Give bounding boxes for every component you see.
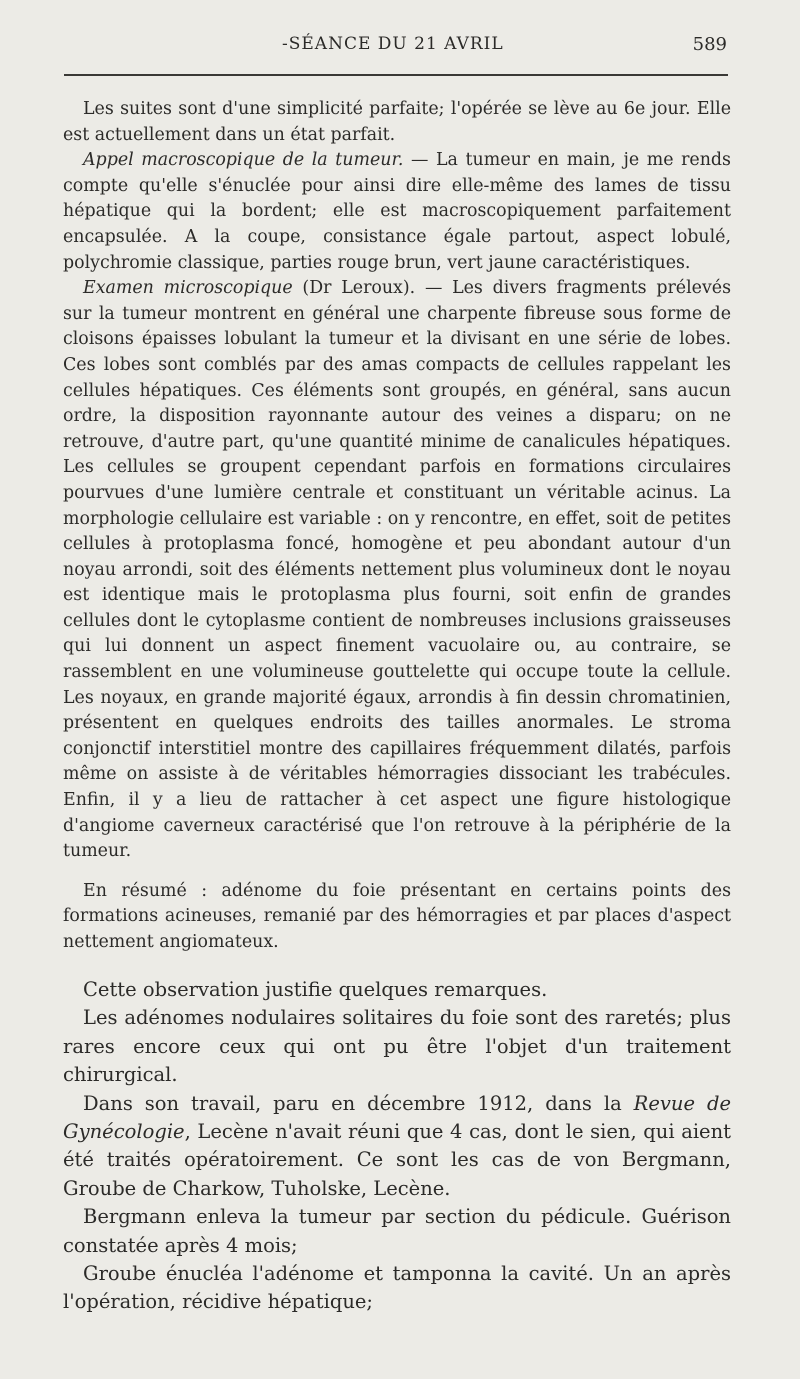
- paragraph-remarks: Cette observation justifie quelques remarques.: [83, 978, 548, 1001]
- heading-microscopic: Examen microscopique: [83, 278, 293, 299]
- paragraph-lecene: [63, 1090, 731, 1204]
- observation-details: [63, 97, 731, 956]
- page-number: 589: [692, 34, 727, 55]
- heading-macroscopic: Appel macroscopique de la tumeur.: [83, 150, 404, 171]
- paragraph-suites: Les suites sont d'une simplicité parfaite; l'opérée se lève au 6e jour. Elle est actuellement dans un état parfait.: [63, 99, 731, 145]
- paragraph-summary: En résumé : adénome du foie présentant en certains points des formations acineuses, remanié par des hémorragies et par places d'aspect nettement angiomateux.: [63, 880, 731, 952]
- page-header: [62, 34, 727, 60]
- paragraph-groube: Groube énucléa l'adénome et tamponna la cavité. Un an après l'opération, récidive hépatique;: [63, 1262, 731, 1314]
- discussion-text: [63, 976, 731, 1317]
- paragraph-bergmann: Bergmann enleva la tumeur par section du pédicule. Guérison constatée après 4 mois;: [63, 1205, 731, 1257]
- header-rule: [64, 74, 728, 76]
- running-title: -SÉANCE DU 21 AVRIL: [282, 34, 504, 54]
- journal-title: Revue de Gynécologie: [63, 1091, 731, 1144]
- microscopic-text: (Dr Leroux). — Les divers fragments prélevés sur la tumeur montrent en général une charpente fibreuse sous forme de cloisons épaisses lobulant la tumeur et la divisant en une série de lobes. Ces lobes sont comblés par des amas compacts de cellules rappelant les cellules hépatiques. Ces éléments sont groupés, en général, sans aucun ordre, la disposition rayonnante autour des veines a disparu; on ne retrouve, d'autre part, qu'une quantité minime de canalicules hépatiques. Les cellules se groupent cependant parfois en formations circulaires pourvues d'une lumière centrale et constituant un véritable acinus. La morphologie cellulaire est variable : on y rencontre, en effet, soit de petites cellules à protoplasma foncé, homogène et peu abondant autour d'un noyau arrondi, soit des éléments nettement plus volumineux dont le noyau est identique mais le protoplasma plus fourni, soit enfin de grandes cellules dont le cytoplasme contient de nombreuses inclusions graisseuses qui lui donnent un aspect finement vacuolaire ou, au contraire, se rassemblent en une volumineuse gouttelette qui occupe toute la cellule. Les noyaux, en grande majorité égaux, arrondis à fin dessin chromatinien, présentent en quelques endroits des tailles anormales. Le stroma conjonctif interstitiel montre des capillaires fréquemment dilatés, parfois même on assiste à de véritables hémorragies dissociant les trabécules. Enfin, il y a lieu de rattacher à cet aspect une figure histologique d'angiome caverneux caractérisé que l'on retrouve à la périphérie de la tumeur.: [63, 278, 731, 862]
- paragraph-macroscopic: [63, 148, 731, 276]
- paragraph-rarity: Les adénomes nodulaires solitaires du foie sont des raretés; plus rares encore ceux qui ont pu être l'objet d'un traitement chirurgical.: [63, 1006, 731, 1087]
- paragraph-microscopic: [63, 276, 731, 865]
- lecene-text-a: Dans son travail, paru en décembre 1912, dans la: [83, 1091, 634, 1115]
- lecene-text-b: , Lecène n'avait réuni que 4 cas, dont le sien, qui aient été traités opératoirement. Ce sont les cas de von Bergmann, Groube de Charkow, Tuholske, Lecène.: [63, 1120, 731, 1200]
- macroscopic-text: — La tumeur en main, je me rends compte qu'elle s'énuclée pour ainsi dire elle-même des lames de tissu hépatique qui la bordent; elle est macroscopiquement parfaitement encapsulée. A la coupe, consistance égale partout, aspect lobulé, polychromie classique, parties rouge brun, vert jaune caractéristiques.: [63, 150, 731, 273]
